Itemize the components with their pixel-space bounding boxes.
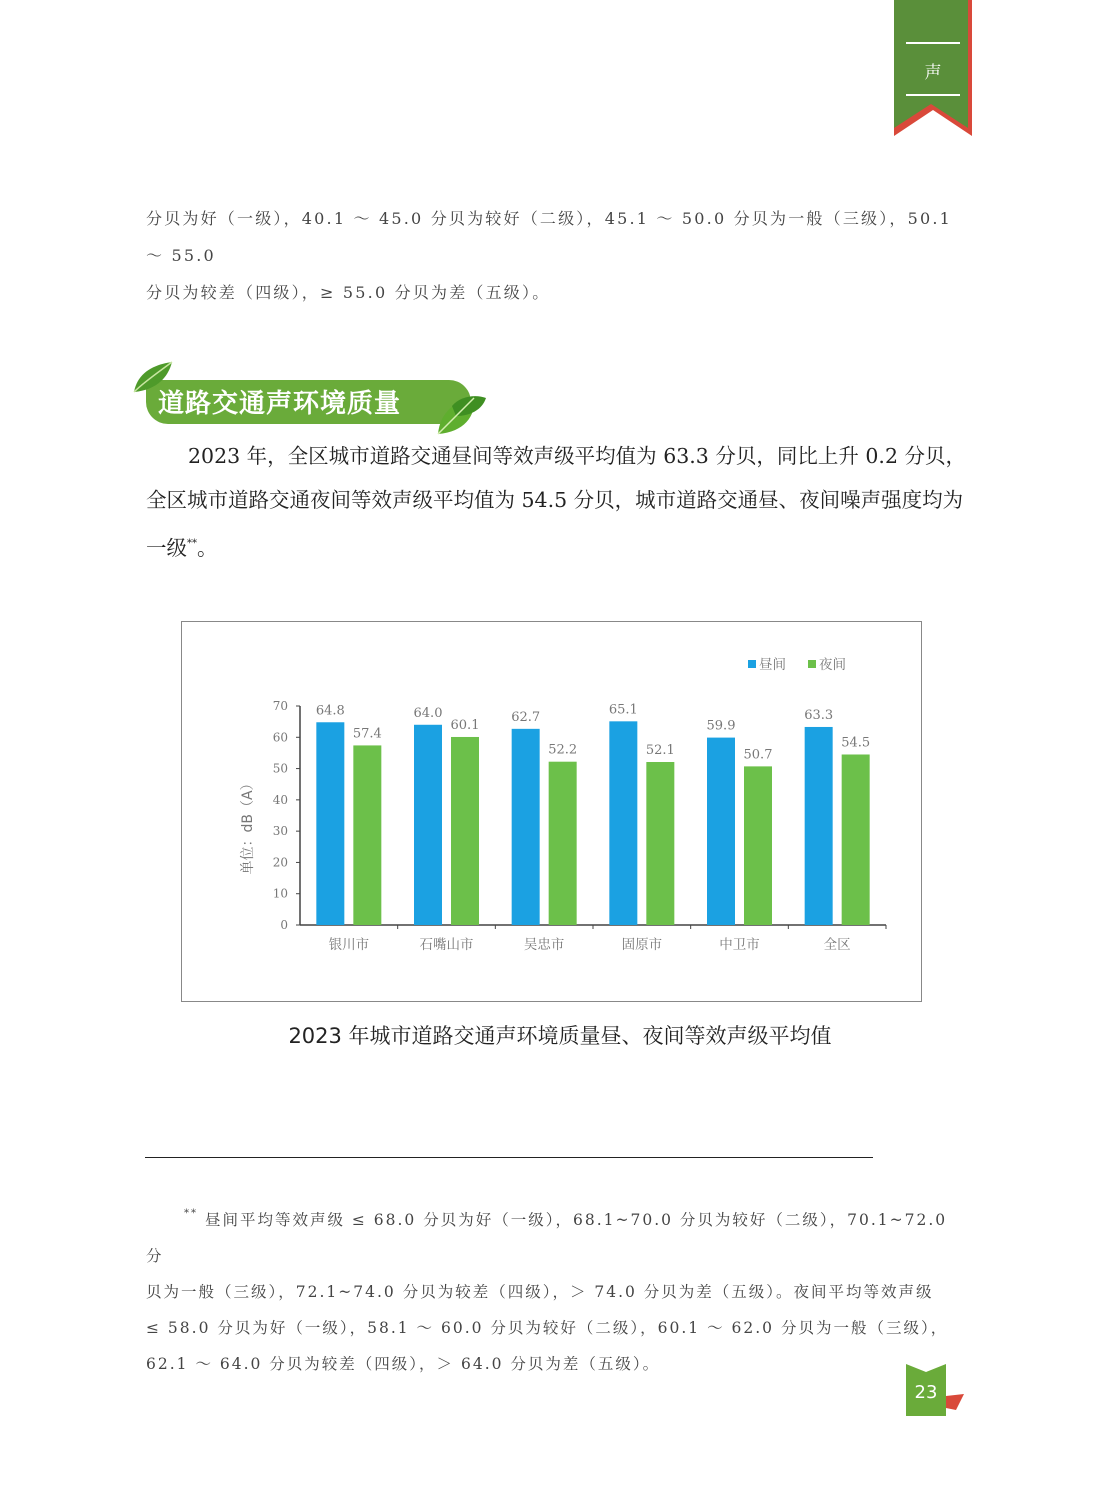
data-label: 54.5: [841, 735, 871, 751]
y-axis-label: 单位：dB（A）: [240, 776, 256, 875]
intro-line-1: 分贝为好（一级），40.1 ～ 45.0 分贝为较好（二级），45.1 ～ 50.0 分贝为一般（三级），50.1 ～ 55.0: [146, 209, 953, 265]
paragraph-text: 2023 年，全区城市道路交通昼间等效声级平均值为 63.3 分贝，同比上升 0.2 分贝，全区城市道路交通夜间等效声级平均值为 54.5 分贝，城市道路交通昼、夜间噪声强度均为一级: [146, 444, 966, 560]
bar-night: [842, 754, 870, 925]
legend-label: 昼间: [759, 657, 786, 673]
legend-swatch: [748, 660, 756, 668]
section-paragraph: [146, 434, 966, 570]
section-title: 道路交通声环境质量: [158, 389, 402, 419]
section-heading: [128, 360, 488, 440]
bar-night: [744, 766, 772, 925]
page-number: 23: [914, 1382, 938, 1403]
paragraph-end: 。: [197, 536, 218, 560]
bar-day: [512, 729, 540, 925]
bar-night: [646, 762, 674, 925]
data-label: 62.7: [511, 709, 541, 725]
bar-day: [805, 727, 833, 925]
footnote: [146, 1196, 966, 1382]
bar-night: [353, 745, 381, 925]
bar-day: [414, 725, 442, 925]
bar-chart: [182, 622, 921, 1001]
footnote-line-2: 贝为一般（三级），72.1~74.0 分贝为较差（四级），＞ 74.0 分贝为差（五级）。夜间平均等效声级: [146, 1283, 934, 1301]
y-tick-label: 20: [272, 855, 288, 870]
footnote-line-3: ≤ 58.0 分贝为好（一级），58.1 ～ 60.0 分贝为较好（二级），60.1 ～ 62.0 分贝为一般（三级），: [146, 1319, 949, 1337]
section-body: [146, 434, 966, 570]
footnote-line-1-text: 昼间平均等效声级 ≤ 68.0 分贝为好（一级），68.1~70.0 分贝为较好（二级），70.1~72.0 分: [146, 1211, 948, 1265]
x-tick-label: 银川市: [328, 937, 370, 953]
y-tick-label: 50: [272, 761, 288, 776]
bar-day: [316, 722, 344, 925]
leaf-icon-right: [434, 394, 490, 438]
x-tick-label: 石嘴山市: [419, 937, 474, 953]
footnote-line-1: [146, 1196, 966, 1274]
tab-line-bottom: [906, 94, 960, 96]
data-label: 52.1: [645, 743, 675, 759]
chart-frame: [181, 621, 922, 1002]
chart-caption: 2023 年城市道路交通声环境质量昼、夜间等效声级平均值: [288, 1024, 832, 1048]
footnote-line-4: 62.1 ～ 64.0 分贝为较差（四级），＞ 64.0 分贝为差（五级）。: [146, 1355, 661, 1373]
bar-night: [451, 737, 479, 925]
x-tick-label: 固原市: [621, 937, 663, 953]
y-tick-label: 30: [272, 824, 288, 839]
legend-swatch: [808, 660, 816, 668]
y-tick-label: 10: [272, 886, 288, 901]
x-tick-label: 全区: [823, 937, 851, 953]
bar-day: [609, 721, 637, 925]
x-tick-label: 吴忠市: [523, 937, 565, 953]
bar-night: [549, 762, 577, 925]
tab-line-top: [906, 42, 960, 44]
y-tick-label: 40: [272, 792, 288, 807]
data-label: 52.2: [548, 742, 578, 758]
y-tick-label: 0: [280, 918, 288, 932]
data-label: 63.3: [804, 707, 834, 723]
data-label: 57.4: [352, 726, 382, 742]
data-label: 64.8: [315, 703, 345, 719]
x-tick-label: 中卫市: [719, 937, 760, 953]
data-label: 50.7: [743, 747, 773, 763]
intro-line-2: 分贝为较差（四级），≥ 55.0 分贝为差（五级）。: [146, 283, 551, 302]
data-label: 59.9: [706, 718, 736, 734]
tab-label: 声: [924, 63, 942, 83]
intro-text: [146, 200, 966, 311]
y-tick-label: 70: [272, 699, 288, 713]
bar-day: [707, 738, 735, 925]
footnote-ref: **: [187, 538, 197, 549]
footnote-divider: [145, 1157, 873, 1158]
data-label: 64.0: [413, 705, 443, 721]
section-tab: [894, 0, 972, 136]
y-tick-label: 60: [272, 730, 288, 745]
legend-label: 夜间: [819, 657, 846, 673]
data-label: 60.1: [450, 717, 480, 733]
footnote-marker: **: [184, 1208, 198, 1219]
data-label: 65.1: [608, 702, 638, 718]
